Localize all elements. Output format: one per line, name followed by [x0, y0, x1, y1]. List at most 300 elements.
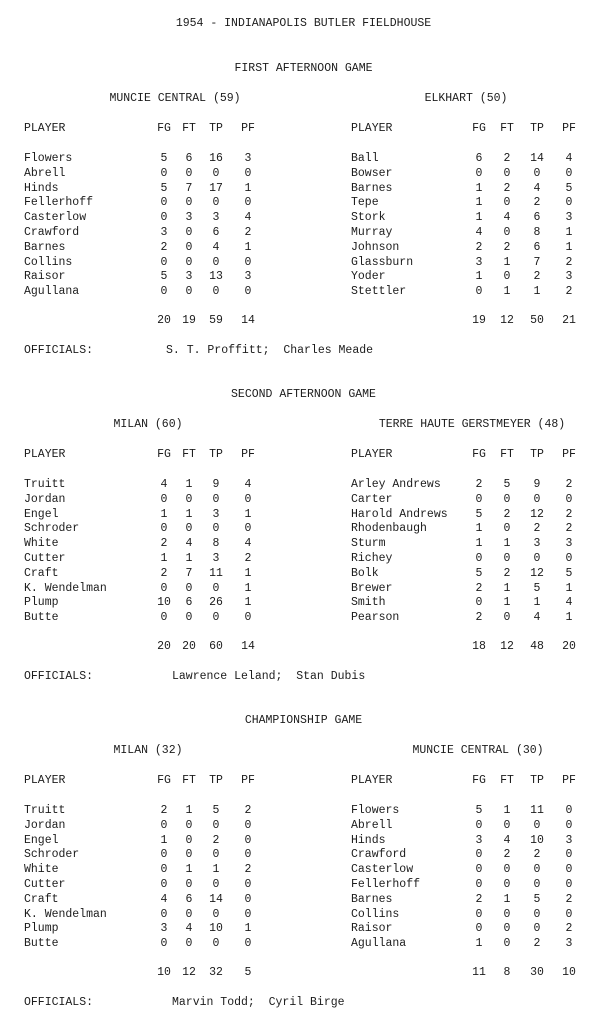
page-title: 1954 - INDIANAPOLIS BUTLER FIELDHOUSE — [175, 17, 432, 30]
player-name: Stettler — [351, 285, 407, 299]
stat-pf: 3 — [244, 270, 252, 284]
stat-fg: 0 — [475, 863, 483, 877]
player-name: Barnes — [24, 240, 66, 254]
stat-tp: 8 — [212, 537, 220, 551]
stat-tp: 0 — [212, 255, 220, 269]
stat-pf: 1 — [244, 240, 252, 254]
stat-tp: 0 — [212, 581, 220, 595]
stat-pf: 3 — [244, 152, 252, 165]
stat-fg: 3 — [160, 922, 168, 936]
stat-ft: 2 — [503, 152, 511, 165]
stat-tp: 0 — [533, 863, 541, 877]
column-header-player: PLAYER — [351, 448, 393, 461]
stat-tp: 0 — [212, 522, 220, 536]
stat-ft: 0 — [503, 226, 511, 239]
stat-tp: 0 — [533, 878, 541, 891]
stat-ft: 0 — [503, 166, 511, 180]
stat-pf: 0 — [244, 818, 252, 832]
column-header-pf: PF — [562, 774, 576, 787]
stat-ft: 5 — [503, 478, 511, 491]
team-name: MILAN (32) — [113, 744, 183, 757]
player-name: K. Wendelman — [24, 907, 107, 921]
stat-fg: 0 — [160, 211, 168, 225]
stat-tp: 0 — [212, 166, 220, 180]
total-ft: 12 — [500, 640, 514, 653]
stat-tp: 4 — [533, 181, 541, 195]
stat-tp: 11 — [209, 566, 223, 580]
team-name: ELKHART (50) — [424, 92, 508, 105]
stat-tp: 0 — [212, 611, 220, 625]
column-header-player: PLAYER — [24, 774, 66, 787]
total-fg: 10 — [157, 966, 171, 979]
stat-ft: 1 — [185, 507, 193, 521]
player-name: Abrell — [351, 818, 393, 832]
team-name: MILAN (60) — [113, 418, 183, 431]
stat-pf: 0 — [565, 166, 573, 180]
player-name: Barnes — [351, 892, 393, 906]
stat-fg: 4 — [475, 226, 483, 239]
player-name: Arley Andrews — [351, 478, 441, 491]
stat-pf: 0 — [565, 878, 573, 891]
column-header-ft: FT — [182, 122, 196, 135]
stat-tp: 11 — [530, 804, 544, 817]
stat-pf: 0 — [244, 196, 252, 210]
stat-ft: 1 — [185, 478, 193, 491]
stat-fg: 0 — [475, 166, 483, 180]
stat-pf: 1 — [244, 922, 252, 936]
player-name: Bolk — [351, 566, 379, 580]
stat-ft: 1 — [503, 537, 511, 551]
stat-ft: 0 — [185, 611, 193, 625]
player-name: Flowers — [24, 152, 73, 165]
officials-names: Lawrence Leland; Stan Dubis — [172, 670, 366, 683]
stat-fg: 1 — [475, 196, 483, 210]
stat-pf: 1 — [244, 181, 252, 195]
total-fg: 18 — [472, 640, 486, 653]
player-name: Bowser — [351, 166, 393, 180]
stat-pf: 3 — [565, 537, 573, 551]
stat-ft: 1 — [185, 863, 193, 877]
player-name: Craft — [24, 892, 59, 906]
stat-pf: 1 — [244, 596, 252, 610]
total-pf: 14 — [241, 640, 255, 653]
total-pf: 20 — [562, 640, 576, 653]
player-name: Tepe — [351, 196, 379, 210]
stat-tp: 6 — [212, 226, 220, 239]
stat-tp: 0 — [212, 878, 220, 891]
stat-tp: 7 — [533, 255, 541, 269]
stat-ft: 0 — [503, 522, 511, 536]
stat-tp: 0 — [212, 196, 220, 210]
player-name: Richey — [351, 552, 393, 565]
stat-tp: 0 — [533, 166, 541, 180]
column-header-ft: FT — [500, 448, 514, 461]
stat-ft: 6 — [185, 152, 193, 165]
stat-fg: 0 — [475, 596, 483, 610]
stat-tp: 0 — [212, 818, 220, 832]
total-tp: 59 — [209, 314, 223, 327]
stat-pf: 0 — [244, 833, 252, 847]
stat-fg: 10 — [157, 596, 171, 610]
stat-fg: 0 — [160, 937, 168, 951]
total-tp: 32 — [209, 966, 223, 979]
stat-tp: 1 — [533, 596, 541, 610]
stat-fg: 0 — [160, 522, 168, 536]
player-name: White — [24, 537, 59, 551]
stat-tp: 12 — [530, 566, 544, 580]
player-name: Schroder — [24, 848, 80, 862]
stat-fg: 2 — [475, 611, 483, 625]
stat-pf: 0 — [565, 552, 573, 565]
team-name: MUNCIE CENTRAL (30) — [412, 744, 544, 757]
stat-ft: 1 — [503, 804, 511, 817]
stat-ft: 7 — [185, 566, 193, 580]
player-name: Pearson — [351, 611, 400, 625]
player-name: Raisor — [351, 922, 393, 936]
stat-fg: 0 — [475, 818, 483, 832]
stat-pf: 2 — [565, 478, 573, 491]
stat-ft: 6 — [185, 596, 193, 610]
player-name: Rhodenbaugh — [351, 522, 427, 536]
stat-fg: 2 — [160, 240, 168, 254]
column-header-pf: PF — [241, 448, 255, 461]
officials-names: Marvin Todd; Cyril Birge — [172, 996, 345, 1009]
stat-tp: 3 — [212, 552, 220, 565]
stat-fg: 0 — [160, 611, 168, 625]
stat-pf: 0 — [244, 285, 252, 299]
column-header-tp: TP — [209, 448, 223, 461]
stat-pf: 0 — [244, 907, 252, 921]
stat-tp: 0 — [212, 285, 220, 299]
player-name: Yoder — [351, 270, 386, 284]
total-pf: 10 — [562, 966, 576, 979]
stat-pf: 0 — [244, 937, 252, 951]
total-tp: 48 — [530, 640, 544, 653]
player-name: Schroder — [24, 522, 80, 536]
stat-fg: 0 — [160, 166, 168, 180]
stat-ft: 1 — [503, 285, 511, 299]
player-name: Smith — [351, 596, 386, 610]
stat-ft: 6 — [185, 892, 193, 906]
stat-pf: 2 — [244, 804, 252, 817]
player-name: Hinds — [24, 181, 59, 195]
player-name: Engel — [24, 507, 59, 521]
stat-fg: 0 — [160, 848, 168, 862]
stat-fg: 0 — [160, 863, 168, 877]
stat-fg: 5 — [160, 152, 168, 165]
total-ft: 19 — [182, 314, 196, 327]
stat-fg: 2 — [160, 804, 168, 817]
player-name: White — [24, 863, 59, 877]
stat-tp: 0 — [533, 492, 541, 506]
stat-tp: 4 — [212, 240, 220, 254]
stat-tp: 12 — [530, 507, 544, 521]
stat-pf: 4 — [244, 211, 252, 225]
stat-tp: 0 — [533, 907, 541, 921]
stat-tp: 0 — [212, 492, 220, 506]
stat-fg: 1 — [160, 552, 168, 565]
stat-fg: 5 — [160, 270, 168, 284]
player-name: Butte — [24, 937, 59, 951]
player-name: Collins — [351, 907, 400, 921]
stat-pf: 1 — [244, 581, 252, 595]
stat-tp: 10 — [209, 922, 223, 936]
officials-label: OFFICIALS: — [24, 344, 94, 357]
stat-fg: 1 — [160, 833, 168, 847]
column-header-tp: TP — [209, 774, 223, 787]
stat-ft: 0 — [185, 196, 193, 210]
stat-tp: 14 — [209, 892, 223, 906]
stat-tp: 0 — [212, 937, 220, 951]
stat-pf: 4 — [565, 596, 573, 610]
column-header-ft: FT — [182, 448, 196, 461]
player-name: Collins — [24, 255, 73, 269]
stat-ft: 0 — [185, 581, 193, 595]
stat-fg: 1 — [475, 211, 483, 225]
stat-fg: 2 — [475, 478, 483, 491]
player-name: Crawford — [24, 226, 80, 239]
stat-ft: 0 — [503, 818, 511, 832]
column-header-pf: PF — [241, 774, 255, 787]
stat-pf: 2 — [565, 507, 573, 521]
stat-fg: 1 — [475, 522, 483, 536]
column-header-fg: FG — [472, 448, 486, 461]
stat-fg: 3 — [475, 833, 483, 847]
total-fg: 20 — [157, 640, 171, 653]
stat-pf: 0 — [565, 804, 573, 817]
stat-pf: 0 — [565, 863, 573, 877]
column-header-pf: PF — [562, 122, 576, 135]
stat-ft: 0 — [185, 937, 193, 951]
stat-ft: 0 — [185, 492, 193, 506]
stat-fg: 1 — [475, 937, 483, 951]
stat-ft: 1 — [503, 581, 511, 595]
stat-pf: 5 — [565, 566, 573, 580]
column-header-fg: FG — [157, 448, 171, 461]
total-tp: 50 — [530, 314, 544, 327]
stat-fg: 4 — [160, 478, 168, 491]
stat-tp: 5 — [212, 804, 220, 817]
stat-tp: 0 — [533, 922, 541, 936]
stat-ft: 1 — [503, 892, 511, 906]
column-header-pf: PF — [241, 122, 255, 135]
total-tp: 60 — [209, 640, 223, 653]
stat-ft: 0 — [185, 818, 193, 832]
stat-tp: 16 — [209, 152, 223, 165]
stat-fg: 6 — [475, 152, 483, 165]
stat-pf: 5 — [565, 181, 573, 195]
player-name: Jordan — [24, 492, 66, 506]
column-header-ft: FT — [500, 774, 514, 787]
stat-ft: 0 — [503, 922, 511, 936]
player-name: K. Wendelman — [24, 581, 107, 595]
player-name: Ball — [351, 152, 379, 165]
stat-pf: 0 — [565, 907, 573, 921]
player-name: Stork — [351, 211, 386, 225]
player-name: Raisor — [24, 270, 66, 284]
column-header-player: PLAYER — [24, 122, 66, 135]
stat-ft: 3 — [185, 211, 193, 225]
column-header-tp: TP — [530, 122, 544, 135]
column-header-ft: FT — [500, 122, 514, 135]
stat-tp: 3 — [212, 507, 220, 521]
player-name: Craft — [24, 566, 59, 580]
stat-pf: 0 — [244, 892, 252, 906]
stat-tp: 13 — [209, 270, 223, 284]
column-header-fg: FG — [157, 122, 171, 135]
stat-pf: 1 — [565, 611, 573, 625]
stat-fg: 0 — [160, 818, 168, 832]
total-fg: 20 — [157, 314, 171, 327]
stat-ft: 1 — [185, 552, 193, 565]
stat-ft: 0 — [185, 833, 193, 847]
stat-ft: 2 — [503, 240, 511, 254]
stat-ft: 0 — [503, 196, 511, 210]
column-header-player: PLAYER — [24, 448, 66, 461]
stat-pf: 0 — [565, 492, 573, 506]
stat-tp: 1 — [212, 863, 220, 877]
player-name: Butte — [24, 611, 59, 625]
player-name: Abrell — [24, 166, 66, 180]
player-name: Barnes — [351, 181, 393, 195]
stat-tp: 17 — [209, 181, 223, 195]
stat-pf: 3 — [565, 270, 573, 284]
stat-pf: 0 — [244, 166, 252, 180]
stat-tp: 1 — [533, 285, 541, 299]
stat-pf: 1 — [244, 566, 252, 580]
player-name: Fellerhoff — [351, 878, 421, 891]
stat-ft: 2 — [503, 181, 511, 195]
stat-fg: 0 — [160, 581, 168, 595]
stat-pf: 0 — [565, 848, 573, 862]
stat-fg: 0 — [160, 285, 168, 299]
stat-ft: 0 — [503, 552, 511, 565]
stat-pf: 1 — [565, 240, 573, 254]
column-header-fg: FG — [472, 774, 486, 787]
stat-pf: 0 — [244, 522, 252, 536]
player-name: Carter — [351, 492, 393, 506]
player-name: Agullana — [351, 937, 407, 951]
game-heading: CHAMPIONSHIP GAME — [244, 714, 363, 727]
stat-pf: 0 — [565, 196, 573, 210]
stat-ft: 0 — [185, 226, 193, 239]
column-header-fg: FG — [157, 774, 171, 787]
stat-pf: 4 — [244, 537, 252, 551]
player-name: Truitt — [24, 478, 66, 491]
stat-ft: 7 — [185, 181, 193, 195]
stat-ft: 0 — [503, 270, 511, 284]
stat-fg: 0 — [475, 285, 483, 299]
total-pf: 14 — [241, 314, 255, 327]
stat-fg: 3 — [160, 226, 168, 239]
player-name: Cutter — [24, 552, 66, 565]
stat-tp: 9 — [533, 478, 541, 491]
stat-tp: 0 — [533, 818, 541, 832]
stat-tp: 2 — [212, 833, 220, 847]
stat-ft: 0 — [185, 166, 193, 180]
stat-pf: 4 — [565, 152, 573, 165]
player-name: Agullana — [24, 285, 80, 299]
stat-ft: 0 — [185, 848, 193, 862]
column-header-player: PLAYER — [351, 774, 393, 787]
stat-pf: 2 — [244, 226, 252, 239]
column-header-tp: TP — [530, 774, 544, 787]
total-fg: 19 — [472, 314, 486, 327]
column-header-tp: TP — [209, 122, 223, 135]
stat-fg: 0 — [160, 907, 168, 921]
stat-pf: 3 — [565, 211, 573, 225]
player-name: Casterlow — [24, 211, 87, 225]
stat-tp: 3 — [533, 537, 541, 551]
stat-fg: 5 — [475, 566, 483, 580]
column-header-ft: FT — [182, 774, 196, 787]
stat-fg: 0 — [160, 878, 168, 891]
stat-fg: 5 — [475, 804, 483, 817]
player-name: Jordan — [24, 818, 66, 832]
stat-tp: 14 — [530, 152, 544, 165]
stat-ft: 1 — [503, 255, 511, 269]
column-header-fg: FG — [472, 122, 486, 135]
stat-ft: 4 — [503, 211, 511, 225]
stat-tp: 2 — [533, 937, 541, 951]
team-name: MUNCIE CENTRAL (59) — [109, 92, 241, 105]
player-name: Plump — [24, 596, 59, 610]
column-header-pf: PF — [562, 448, 576, 461]
stat-fg: 4 — [160, 892, 168, 906]
stat-fg: 1 — [475, 270, 483, 284]
stat-ft: 0 — [503, 863, 511, 877]
team-name: TERRE HAUTE GERSTMEYER (48) — [378, 418, 566, 431]
stat-pf: 2 — [565, 892, 573, 906]
player-name: Harold Andrews — [351, 507, 448, 521]
stat-tp: 2 — [533, 522, 541, 536]
stat-pf: 0 — [244, 848, 252, 862]
stat-fg: 2 — [475, 892, 483, 906]
stat-tp: 8 — [533, 226, 541, 239]
player-name: Plump — [24, 922, 59, 936]
player-name: Johnson — [351, 240, 400, 254]
stat-tp: 5 — [533, 892, 541, 906]
stat-ft: 2 — [503, 848, 511, 862]
total-fg: 11 — [472, 966, 486, 979]
stat-fg: 0 — [475, 552, 483, 565]
stat-pf: 0 — [244, 611, 252, 625]
stat-ft: 0 — [185, 255, 193, 269]
stat-fg: 1 — [475, 181, 483, 195]
stat-ft: 2 — [503, 566, 511, 580]
stat-pf: 0 — [244, 492, 252, 506]
stat-ft: 1 — [185, 804, 193, 817]
stat-fg: 0 — [475, 878, 483, 891]
stat-fg: 0 — [160, 196, 168, 210]
stat-pf: 2 — [565, 285, 573, 299]
stat-tp: 4 — [533, 611, 541, 625]
stat-fg: 5 — [475, 507, 483, 521]
stat-fg: 5 — [160, 181, 168, 195]
stat-ft: 2 — [503, 507, 511, 521]
stat-pf: 3 — [565, 833, 573, 847]
column-header-player: PLAYER — [351, 122, 393, 135]
stat-fg: 3 — [475, 255, 483, 269]
stat-fg: 0 — [475, 907, 483, 921]
stat-tp: 0 — [533, 552, 541, 565]
player-name: Murray — [351, 226, 393, 239]
stat-fg: 2 — [475, 581, 483, 595]
total-ft: 12 — [500, 314, 514, 327]
stat-ft: 4 — [185, 922, 193, 936]
stat-tp: 3 — [212, 211, 220, 225]
player-name: Cutter — [24, 878, 66, 891]
